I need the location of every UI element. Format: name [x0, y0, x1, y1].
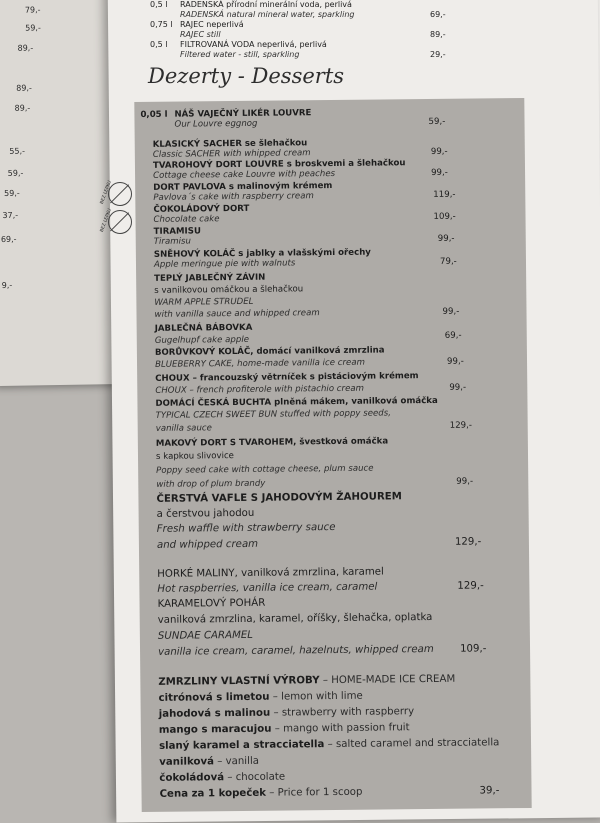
dessert-price: 99,-	[449, 382, 467, 393]
dessert-name: vanilková zmrzlina, karamel, oříšky, šlehačka, oplatka	[157, 611, 433, 626]
drink-name-en: Filtered water - still, sparkling	[180, 50, 300, 59]
flavor-en: – lemon with lime	[269, 690, 363, 703]
icecream-title	[158, 674, 455, 688]
gluten-free-icon	[108, 210, 132, 234]
icecream-title-en: – HOME-MADE ICE CREAM	[319, 673, 456, 687]
dessert-name-en: WARM APPLE STRUDEL	[154, 296, 254, 308]
dessert-name: BORŮVKOVÝ KOLÁČ, domácí vanilková zmrzlina	[154, 345, 385, 358]
dessert-name: MAKOVÝ DORT S TVAROHEM, švestková omáčka	[155, 436, 389, 449]
dessert-name-en: and whipped cream	[156, 538, 259, 551]
dessert-name-en: SUNDAE CARAMEL	[157, 629, 254, 642]
icecream-flavor	[159, 706, 415, 720]
drink-price: 69,-	[430, 10, 446, 19]
icecream-flavor	[159, 772, 285, 784]
left-price: 59,-	[7, 168, 24, 178]
dessert-price: 69,-	[444, 330, 462, 341]
scoop-label-cz: Cena za 1 kopeček	[159, 787, 267, 800]
dessert-price: 99,-	[456, 476, 474, 487]
dessert-name: CHOUX – francouzský větrníček s pistáciovým krémem	[155, 371, 419, 384]
dessert-name: DOMÁCÍ ČESKÁ BUCHTA plněná mákem, vanilková omáčka	[155, 395, 438, 409]
drink-name-en: RADENSKÁ natural mineral water, sparkling	[180, 10, 355, 19]
dessert-name-en: vanilla sauce	[155, 423, 212, 434]
dessert-name: s kapkou slivovice	[155, 451, 235, 462]
dessert-name: KARAMELOVÝ POHÁR	[157, 597, 266, 610]
left-price: 89,-	[14, 103, 31, 113]
flavor-cz: mango s maracujou	[158, 723, 272, 736]
dessert-name: ČOKOLÁDOVÝ DORT	[153, 203, 250, 215]
dessert-price: 129,-	[454, 536, 482, 548]
dessert-name: s vanilkovou omáčkou a šlehačkou	[154, 284, 304, 296]
dessert-name-en: CHOUX – french profiterole with pistachio cream	[155, 383, 365, 396]
dessert-name-en: with vanilla sauce and whipped cream	[154, 308, 320, 320]
dessert-name-en: Apple meringue pie with walnuts	[153, 258, 296, 270]
icecream-flavor	[159, 722, 410, 736]
dessert-name-en: Tiramisu	[153, 236, 191, 247]
dessert-name: HORKÉ MALINY, vanilková zmrzlina, karamel	[157, 566, 384, 580]
dessert-name-en: Fresh waffle with strawberry sauce	[156, 521, 336, 535]
drink-price: 29,-	[430, 50, 446, 59]
flavor-en: – chocolate	[224, 771, 286, 784]
drink-name: RAJEC neperlivá	[180, 20, 244, 29]
flavor-cz: jahodová s malinou	[158, 707, 271, 720]
dessert-name: SNĚHOVÝ KOLÁČ s jablky a vlašskými ořechy	[153, 247, 371, 260]
dessert-price: 99,-	[430, 146, 448, 157]
drink-name: RADENSKÁ přírodní minerální voda, perlivá	[180, 0, 352, 9]
dessert-price: 79,-	[439, 256, 457, 267]
drink-price: 89,-	[430, 30, 446, 39]
left-price: 59,-	[25, 23, 41, 33]
section-title: Dezerty - Desserts	[148, 64, 345, 88]
dessert-name-en: Chocolate cake	[153, 214, 220, 225]
scoop-label-en: – Price for 1 scoop	[265, 786, 363, 799]
dessert-name: JABLEČNÁ BÁBOVKA	[154, 322, 253, 334]
icecream-flavor	[159, 737, 499, 752]
drink-name-en: RAJEC still	[180, 30, 221, 39]
flavor-en: – vanilla	[213, 755, 260, 768]
dessert-price: 99,-	[437, 233, 455, 244]
icecream-scoop-price-row	[159, 787, 362, 800]
dessert-name: a čerstvou jahodou	[156, 507, 255, 520]
left-price: 55,-	[9, 146, 26, 156]
icecream-flavor	[158, 691, 362, 704]
dessert-name: DORT PAVLOVA s malinovým krémem	[153, 180, 333, 193]
flavor-cz: vanilková	[159, 756, 215, 768]
dessert-name: NÁŠ VAJEČNÝ LIKÉR LOUVRE	[174, 108, 312, 120]
dessert-name-en: Hot raspberries, vanilla ice cream, caramel	[157, 581, 378, 595]
dessert-name-en: Classic SACHER with whipped cream	[152, 148, 311, 160]
drink-name: FILTROVANÁ VODA neperlivá, perlivá	[180, 40, 327, 49]
gluten-free-label: BEZ LEPKU	[99, 208, 113, 233]
dessert-name-en: vanilla ice cream, caramel, hazelnuts, whipped cream	[157, 643, 434, 658]
flavor-cz: slaný karamel a stracciatella	[158, 739, 325, 752]
left-price: 59,-	[4, 188, 20, 198]
scoop-price: 39,-	[479, 785, 500, 797]
dessert-name: TVAROHOVÝ DORT LOUVRE s broskvemi a šlehačkou	[152, 158, 406, 171]
dessert-name-en: Gugelhupf cake apple	[154, 334, 250, 346]
dessert-name: TEPLÝ JABLEČNÝ ZÁVIN	[154, 272, 266, 284]
dessert-name-en: with drop of plum brandy	[156, 478, 266, 490]
gluten-free-label: BEZ LEPKU	[99, 180, 113, 205]
dessert-price: 129,-	[449, 420, 473, 431]
left-price: 79,-	[24, 5, 41, 15]
left-price: 89,-	[17, 43, 34, 53]
dessert-name-en: Cottage cheese cake Louvre with peaches	[153, 168, 336, 181]
dessert-name-en: BLUEBERRY CAKE, home-made vanilla ice cream	[154, 357, 366, 370]
dessert-price: 99,-	[442, 306, 460, 317]
dessert-name: KLASICKÝ SACHER se šlehačkou	[152, 138, 308, 150]
desserts-panel	[134, 98, 531, 812]
drink-qty: 0,5 l	[150, 40, 168, 49]
dessert-price: 109,-	[433, 211, 456, 222]
left-price: 69,-	[0, 234, 17, 245]
dessert-name: TIRAMISU	[153, 226, 201, 237]
dessert-price: 59,-	[428, 116, 446, 127]
dessert-price: 99,-	[430, 167, 448, 178]
dessert-price: 119,-	[433, 189, 456, 200]
dessert-price: 109,-	[459, 643, 487, 655]
dessert-name: ČERSTVÁ VAFLE S JAHODOVÝM ŽAHOUREM	[156, 491, 402, 505]
flavor-en: – mango with passion fruit	[271, 722, 410, 735]
dessert-name-en: TYPICAL CZECH SWEET BUN stuffed with poppy seeds,	[155, 408, 391, 421]
left-price: 9,-	[1, 280, 13, 291]
flavor-en: – strawberry with raspberry	[270, 706, 415, 719]
flavor-cz: citrónová s limetou	[158, 691, 270, 704]
dessert-name-en: Poppy seed cake with cottage cheese, plum sauce	[156, 463, 374, 476]
drink-qty: 0,75 l	[150, 20, 173, 29]
left-price: 89,-	[16, 83, 32, 93]
flavor-cz: čokoládová	[159, 772, 225, 784]
icecream-title-cz: ZMRZLINY VLASTNÍ VÝROBY	[158, 675, 320, 688]
gluten-free-icon	[108, 182, 132, 206]
dessert-price: 99,-	[446, 356, 464, 367]
dessert-name-en: Pavlova´s cake with raspberry cream	[153, 191, 314, 203]
dessert-name-en: Our Louvre eggnog	[174, 118, 258, 130]
dessert-price: 129,-	[457, 580, 484, 592]
dessert-qty: 0,05 l	[140, 109, 168, 120]
icecream-flavor	[159, 756, 259, 768]
drink-qty: 0,5 l	[150, 0, 168, 9]
left-price: 37,-	[2, 210, 19, 220]
flavor-en: – salted caramel and stracciatella	[324, 737, 500, 751]
